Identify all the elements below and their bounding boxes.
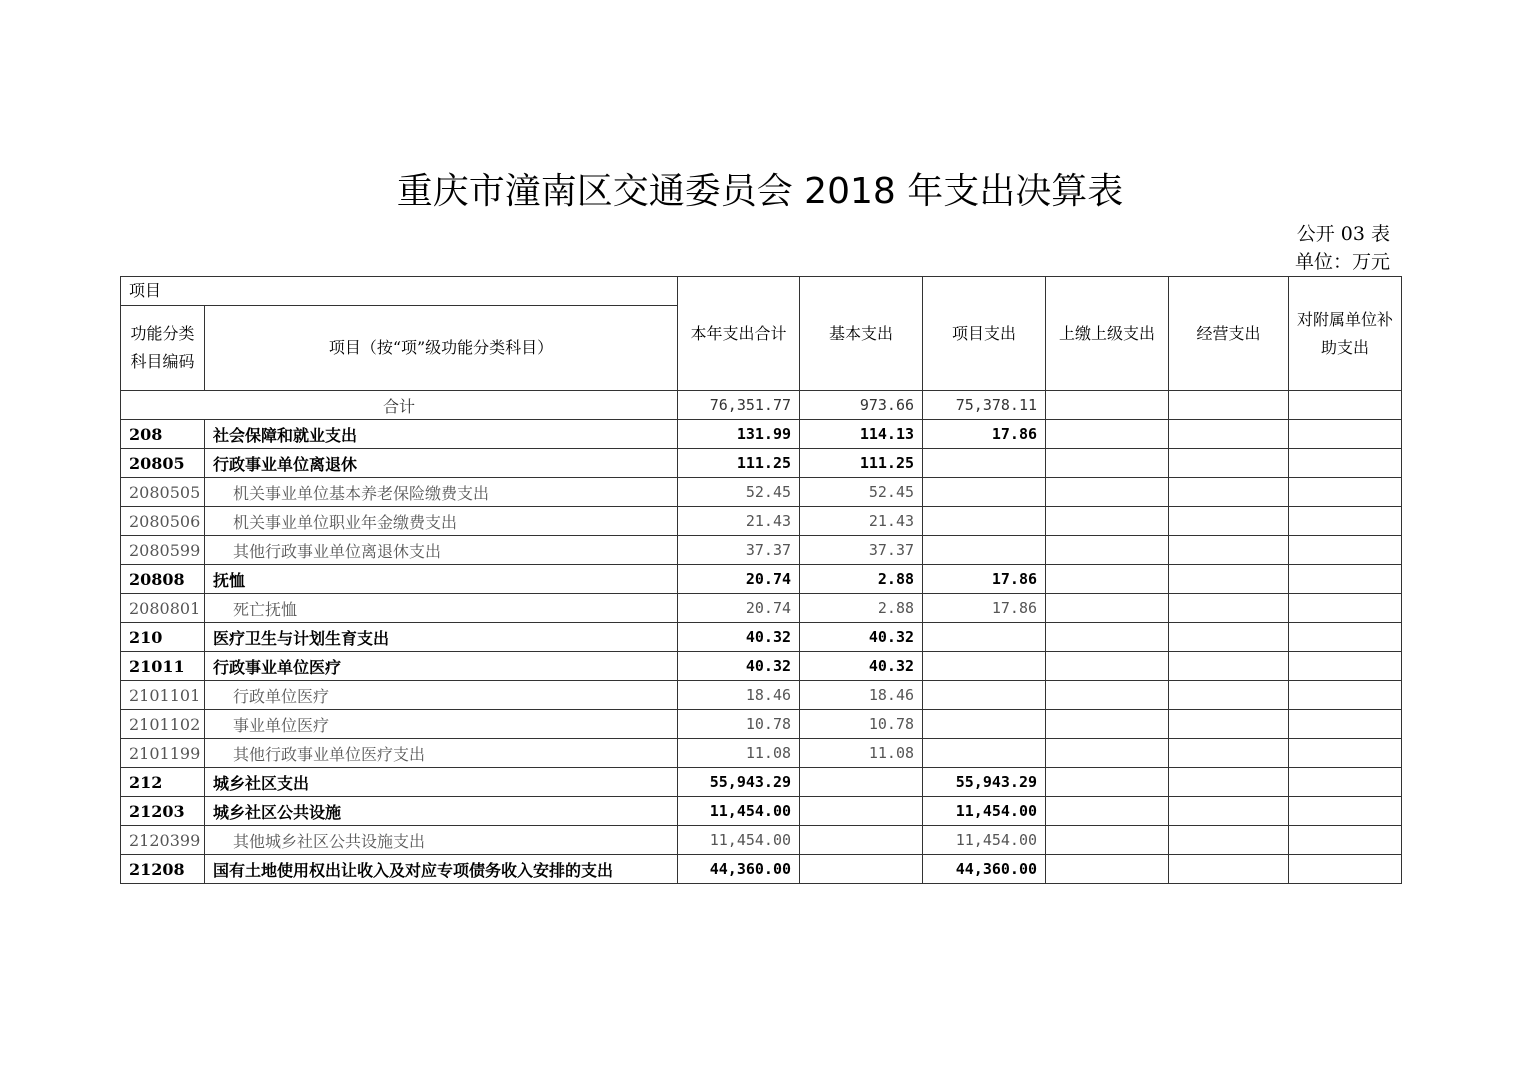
table-row: [121, 536, 1402, 565]
row-project: 17.86: [923, 565, 1046, 594]
row-code: 2101102: [121, 710, 205, 739]
total-business: [1169, 391, 1289, 420]
row-name: 其他行政事业单位医疗支出: [205, 739, 678, 768]
row-business: [1169, 768, 1289, 797]
row-name: 死亡抚恤: [205, 594, 678, 623]
row-basic: 114.13: [800, 420, 923, 449]
row-business: [1169, 855, 1289, 884]
total-upper: [1046, 391, 1169, 420]
table-row: [121, 652, 1402, 681]
row-basic: [800, 768, 923, 797]
header-project-expense: 项目支出: [923, 277, 1046, 391]
total-project: 75,378.11: [923, 391, 1046, 420]
unit-label: 单位：万元: [1294, 251, 1390, 273]
row-basic: 52.45: [800, 478, 923, 507]
page-title: 重庆市潼南区交通委员会 2018 年支出决算表: [396, 171, 1124, 212]
row-project: [923, 710, 1046, 739]
header-basic: 基本支出: [800, 277, 923, 391]
row-total: 11.08: [678, 739, 800, 768]
row-business: [1169, 594, 1289, 623]
table-row: [121, 420, 1402, 449]
header-code: 功能分类科目编码: [121, 306, 205, 391]
row-subsidy: [1289, 623, 1402, 652]
header-total: 本年支出合计: [678, 277, 800, 391]
table-row: [121, 826, 1402, 855]
row-subsidy: [1289, 681, 1402, 710]
table-row: [121, 478, 1402, 507]
table-row: [121, 855, 1402, 884]
row-subsidy: [1289, 565, 1402, 594]
row-code: 2080505: [121, 478, 205, 507]
header-project: 项目: [121, 277, 678, 306]
row-upper: [1046, 420, 1169, 449]
header-business: 经营支出: [1169, 277, 1289, 391]
row-business: [1169, 652, 1289, 681]
row-code: 2080506: [121, 507, 205, 536]
row-project: 11,454.00: [923, 797, 1046, 826]
row-upper: [1046, 507, 1169, 536]
row-code: 210: [121, 623, 205, 652]
row-business: [1169, 478, 1289, 507]
row-business: [1169, 449, 1289, 478]
row-subsidy: [1289, 594, 1402, 623]
row-name: 医疗卫生与计划生育支出: [205, 623, 678, 652]
row-total: 11,454.00: [678, 797, 800, 826]
row-basic: 2.88: [800, 565, 923, 594]
total-label: 合计: [121, 391, 678, 420]
row-name: 抚恤: [205, 565, 678, 594]
row-basic: 10.78: [800, 710, 923, 739]
row-basic: [800, 826, 923, 855]
row-project: 17.86: [923, 594, 1046, 623]
row-business: [1169, 797, 1289, 826]
form-number: 公开 03 表: [1296, 223, 1390, 245]
row-basic: 2.88: [800, 594, 923, 623]
total-sum: 76,351.77: [678, 391, 800, 420]
row-total: 20.74: [678, 594, 800, 623]
table-row: [121, 594, 1402, 623]
row-project: 11,454.00: [923, 826, 1046, 855]
row-upper: [1046, 681, 1169, 710]
row-project: [923, 739, 1046, 768]
row-name: 机关事业单位基本养老保险缴费支出: [205, 478, 678, 507]
row-code: 208: [121, 420, 205, 449]
row-basic: [800, 797, 923, 826]
row-business: [1169, 681, 1289, 710]
row-upper: [1046, 449, 1169, 478]
row-name: 社会保障和就业支出: [205, 420, 678, 449]
row-business: [1169, 623, 1289, 652]
row-total: 37.37: [678, 536, 800, 565]
row-upper: [1046, 565, 1169, 594]
row-business: [1169, 420, 1289, 449]
row-upper: [1046, 797, 1169, 826]
row-name: 行政事业单位离退休: [205, 449, 678, 478]
row-total: 10.78: [678, 710, 800, 739]
row-project: [923, 449, 1046, 478]
row-total: 55,943.29: [678, 768, 800, 797]
row-upper: [1046, 478, 1169, 507]
row-code: 20808: [121, 565, 205, 594]
table-row: [121, 507, 1402, 536]
row-total: 21.43: [678, 507, 800, 536]
total-subsidy: [1289, 391, 1402, 420]
row-name: 国有土地使用权出让收入及对应专项债务收入安排的支出: [205, 855, 678, 884]
table-row: [121, 449, 1402, 478]
row-subsidy: [1289, 652, 1402, 681]
row-project: 44,360.00: [923, 855, 1046, 884]
row-upper: [1046, 623, 1169, 652]
row-total: 20.74: [678, 565, 800, 594]
row-code: 2101101: [121, 681, 205, 710]
row-project: [923, 623, 1046, 652]
table-row: [121, 710, 1402, 739]
row-project: [923, 478, 1046, 507]
row-project: [923, 681, 1046, 710]
expenditure-table: [120, 276, 1402, 884]
row-total: 131.99: [678, 420, 800, 449]
row-total: 111.25: [678, 449, 800, 478]
row-upper: [1046, 739, 1169, 768]
row-code: 21011: [121, 652, 205, 681]
row-subsidy: [1289, 826, 1402, 855]
row-business: [1169, 710, 1289, 739]
row-name: 其他城乡社区公共设施支出: [205, 826, 678, 855]
row-name: 城乡社区支出: [205, 768, 678, 797]
row-subsidy: [1289, 739, 1402, 768]
row-subsidy: [1289, 420, 1402, 449]
row-code: 2080801: [121, 594, 205, 623]
row-business: [1169, 565, 1289, 594]
row-total: 40.32: [678, 652, 800, 681]
row-name: 事业单位医疗: [205, 710, 678, 739]
row-project: [923, 536, 1046, 565]
table-row: [121, 768, 1402, 797]
row-project: 17.86: [923, 420, 1046, 449]
row-basic: 40.32: [800, 652, 923, 681]
row-code: 20805: [121, 449, 205, 478]
total-basic: 973.66: [800, 391, 923, 420]
row-basic: [800, 855, 923, 884]
row-basic: 40.32: [800, 623, 923, 652]
row-upper: [1046, 768, 1169, 797]
row-basic: 11.08: [800, 739, 923, 768]
row-business: [1169, 536, 1289, 565]
row-name: 行政单位医疗: [205, 681, 678, 710]
row-subsidy: [1289, 507, 1402, 536]
row-code: 21203: [121, 797, 205, 826]
table-row: [121, 565, 1402, 594]
row-basic: 18.46: [800, 681, 923, 710]
row-name: 行政事业单位医疗: [205, 652, 678, 681]
row-basic: 111.25: [800, 449, 923, 478]
row-total: 40.32: [678, 623, 800, 652]
row-subsidy: [1289, 797, 1402, 826]
row-subsidy: [1289, 855, 1402, 884]
row-name: 城乡社区公共设施: [205, 797, 678, 826]
row-total: 11,454.00: [678, 826, 800, 855]
row-project: [923, 507, 1046, 536]
row-code: 2101199: [121, 739, 205, 768]
row-total: 52.45: [678, 478, 800, 507]
row-basic: 37.37: [800, 536, 923, 565]
row-subsidy: [1289, 710, 1402, 739]
row-name: 机关事业单位职业年金缴费支出: [205, 507, 678, 536]
row-business: [1169, 507, 1289, 536]
row-upper: [1046, 594, 1169, 623]
header-name: 项目（按“项”级功能分类科目）: [205, 306, 678, 391]
row-business: [1169, 826, 1289, 855]
table-row: [121, 681, 1402, 710]
row-upper: [1046, 855, 1169, 884]
table-row: [121, 623, 1402, 652]
row-code: 2080599: [121, 536, 205, 565]
row-total: 18.46: [678, 681, 800, 710]
row-project: 55,943.29: [923, 768, 1046, 797]
row-business: [1169, 739, 1289, 768]
row-code: 2120399: [121, 826, 205, 855]
row-subsidy: [1289, 478, 1402, 507]
table-row: [121, 797, 1402, 826]
row-project: [923, 652, 1046, 681]
header-upper-remit: 上缴上级支出: [1046, 277, 1169, 391]
row-code: 21208: [121, 855, 205, 884]
row-total: 44,360.00: [678, 855, 800, 884]
row-code: 212: [121, 768, 205, 797]
row-subsidy: [1289, 768, 1402, 797]
row-upper: [1046, 710, 1169, 739]
header-subsidy: 对附属单位补助支出: [1289, 277, 1402, 391]
row-basic: 21.43: [800, 507, 923, 536]
row-subsidy: [1289, 449, 1402, 478]
row-name: 其他行政事业单位离退休支出: [205, 536, 678, 565]
row-upper: [1046, 536, 1169, 565]
row-subsidy: [1289, 536, 1402, 565]
row-upper: [1046, 826, 1169, 855]
row-upper: [1046, 652, 1169, 681]
table-row: [121, 739, 1402, 768]
